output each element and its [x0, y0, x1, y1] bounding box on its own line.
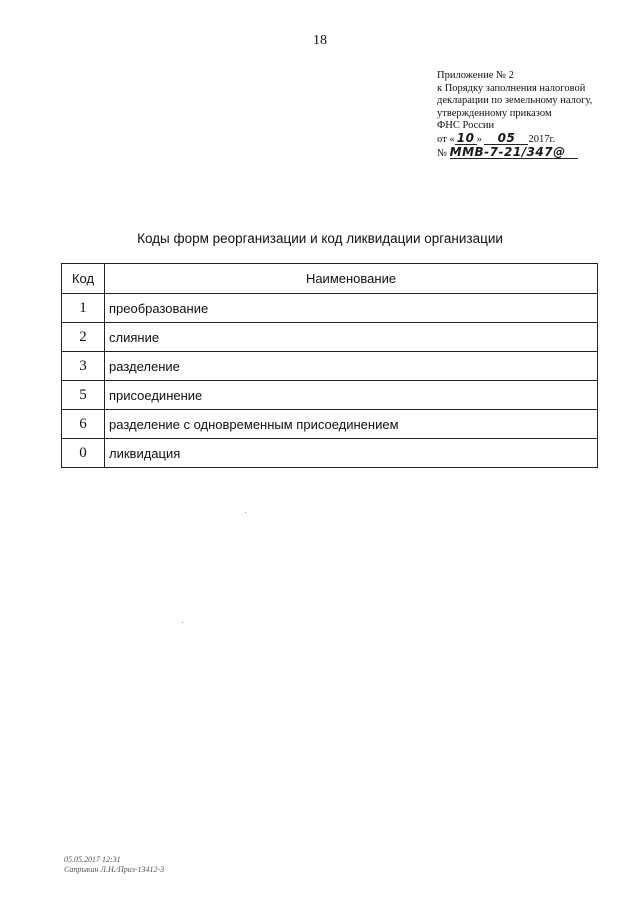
- row-code: 1: [62, 294, 105, 323]
- appendix-line-4: утвержденному приказом: [437, 107, 552, 119]
- footer-timestamp: 05.05.2017 12:31: [64, 855, 121, 864]
- row-name: разделение: [105, 352, 598, 381]
- scan-speck: [182, 622, 183, 623]
- page-number: 18: [313, 33, 327, 48]
- table-row: [62, 323, 598, 352]
- date-prefix: от «: [437, 133, 455, 145]
- date-month-handwritten: 05: [484, 133, 528, 145]
- order-number: [437, 144, 627, 161]
- appendix-line-3: декларации по земельному налогу,: [437, 95, 593, 107]
- table-row: [62, 381, 598, 410]
- date-mid: »: [476, 133, 482, 145]
- document-title: Коды форм реорганизации и код ликвидации организации: [137, 231, 503, 246]
- row-name: ликвидация: [105, 439, 598, 468]
- appendix-line-5: ФНС России: [437, 120, 495, 132]
- date-year: 2017г.: [528, 133, 556, 145]
- table-row: [62, 439, 598, 468]
- row-code: 0: [62, 439, 105, 468]
- row-code: 5: [62, 381, 105, 410]
- footer-reference: Сапрыкин Л.Н./Приз-13412-3: [64, 865, 165, 874]
- codes-table: [61, 263, 598, 468]
- header-code: Код: [62, 264, 105, 294]
- order-number-handwritten: ММВ-7-21/347@: [450, 147, 578, 159]
- table-row: [62, 410, 598, 439]
- row-code: 3: [62, 352, 105, 381]
- table-header-row: [62, 264, 598, 294]
- appendix-block: [437, 70, 627, 160]
- row-code: 6: [62, 410, 105, 439]
- appendix-line-2: к Порядку заполнения налоговой: [437, 82, 586, 94]
- row-name: преобразование: [105, 294, 598, 323]
- date-day-handwritten: 10: [455, 133, 477, 145]
- row-name: слияние: [105, 323, 598, 352]
- header-name: Наименование: [105, 264, 598, 294]
- table-row: [62, 352, 598, 381]
- row-name: разделение с одновременным присоединением: [105, 410, 598, 439]
- table-row: [62, 294, 598, 323]
- footer-stamp: [64, 855, 164, 875]
- row-name: присоединение: [105, 381, 598, 410]
- scan-speck: [245, 512, 246, 513]
- appendix-title: Приложение № 2: [437, 70, 514, 81]
- number-prefix: №: [437, 147, 448, 159]
- row-code: 2: [62, 323, 105, 352]
